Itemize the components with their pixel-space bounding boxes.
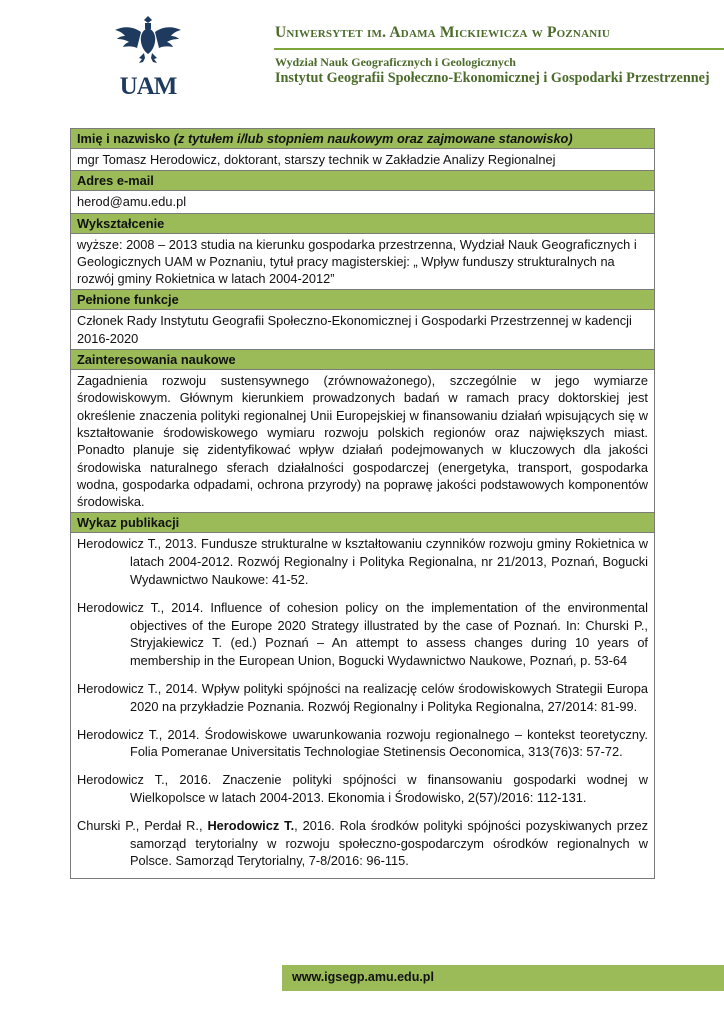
publication-item: Herodowicz T., 2013. Fundusze strukturalne w kształtowaniu czynników rozwoju gminy Rokietnica w latach 2004-2012. Rozwój Regionalny i Polityka Regionalna, nr 21/2013, Poznań, Bogucki Wydawnictwo Naukowe: 41-52. [77,536,648,588]
footer-website-link[interactable]: www.igsegp.amu.edu.pl [292,970,434,984]
education-value: wyższe: 2008 – 2013 studia na kierunku gospodarka przestrzenna, Wydział Nauk Geograficznych i Geologicznych UAM w Poznaniu, tytuł pracy magisterskiej: „ Wpływ funduszy strukturalnych na rozwój gminy Rokietnica w latach 2004-2012” [71,234,654,291]
functions-value: Członek Rady Instytutu Geografii Społeczno-Ekonomicznej i Gospodarki Przestrzennej w kadencji 2016-2020 [71,310,654,350]
functions-section-header: Pełnione funkcje [71,290,654,310]
name-label: Imię i nazwisko [77,131,171,146]
publications-list [71,533,654,878]
publication-item: Herodowicz T., 2014. Środowiskowe uwarunkowania rozwoju regionalnego – kontekst teoretyczny. Folia Pomeranae Universitatis Technologiae Stetinensis Oeconomica, 313(76)3: 57-72. [77,726,648,760]
university-name-text: Uniwersytet im. Adama Mickiewicza w Poznaniu [275,24,610,41]
email-section-header: Adres e-mail [71,171,654,191]
education-section-header: Wykształcenie [71,214,654,234]
header-divider [274,48,724,50]
publication-rest: , 2016. Rola środków polityki spójności pozyskiwanych przez samorząd terytorialny w rozwoju społeczno-gospodarczym ośrodków regionalnych w Polsce. Samorząd Terytorialny, 7-8/2016: 96-115. [130,817,648,869]
name-label-note: (z tytułem i/lub stopniem naukowym oraz zajmowane stanowisko) [173,131,573,146]
email-value[interactable]: herod@amu.edu.pl [71,191,654,213]
publication-item: Herodowicz T., 2016. Znaczenie polityki spójności w finansowaniu gospodarki wodnej w Wielkopolsce w latach 2004-2013. Ekonomia i Środowisko, 2(57)/2016: 112-131. [77,772,648,806]
publication-authors: Churski P., Perdał R., [77,817,208,833]
publication-item: Herodowicz T., 2014. Wpływ polityki spójności na realizację celów środowiskowych Strategii Europa 2020 na przykładzie Poznania. Rozwój Regionalny i Polityka Regionalna, 27/2014: 81-99. [77,681,648,714]
uam-logo [108,8,188,100]
university-name [275,24,610,42]
interests-value: Zagadnienia rozwoju sustensywnego (zrównoważonego), szczególnie w jego wymiarze środowiskowym. Głównym kierunkiem prowadzonych badań w ramach pracy doktorskiej jest określenie znaczenia polityki regionalnej Unii Europejskiej w finansowaniu działań wpisujących się w kształtowanie środowiskowego wymiaru rozwoju polskich regionów oraz największych miast. Ponadto planuje się zidentyfikować wpływ działań podejmowanych w kluczowych dla jakości środowiska naturalnego sferach działalności gospodarczej (energetyka, transport, gospodarka wodna, gospodarka odpadami, ochrona przyrody) na poprawę jakości podstawowych komponentów środowiska. [71,370,654,513]
name-section-header [71,129,654,149]
cv-table [70,128,655,879]
faculty-name: Wydział Nauk Geograficznych i Geologicznych [275,55,516,69]
publication-author-highlight: Herodowicz T. [207,817,295,833]
footer-bar [282,965,724,991]
publication-item-last [77,817,648,870]
publications-section-header: Wykaz publikacji [71,513,654,533]
publication-item: Herodowicz T., 2014. Influence of cohesion policy on the implementation of the environmental objectives of the Europe 2020 Strategy illustrated by the case of Poznań. In: Churski P., Stryjakiewicz T. (ed.) Poznań – An attempt to assess changes during 10 years of membership in the European Union, Bogucki Wydawnictwo Naukowe, Poznań, p. 53-64 [77,599,648,669]
institute-name: Instytut Geografii Społeczno-Ekonomicznej i Gospodarki Przestrzennej [275,70,710,86]
logo-text: UAM [119,73,177,100]
eagle-crest-icon [108,8,188,100]
name-value: mgr Tomasz Herodowicz, doktorant, starszy technik w Zakładzie Analizy Regionalnej [71,149,654,171]
interests-section-header: Zainteresowania naukowe [71,350,654,370]
